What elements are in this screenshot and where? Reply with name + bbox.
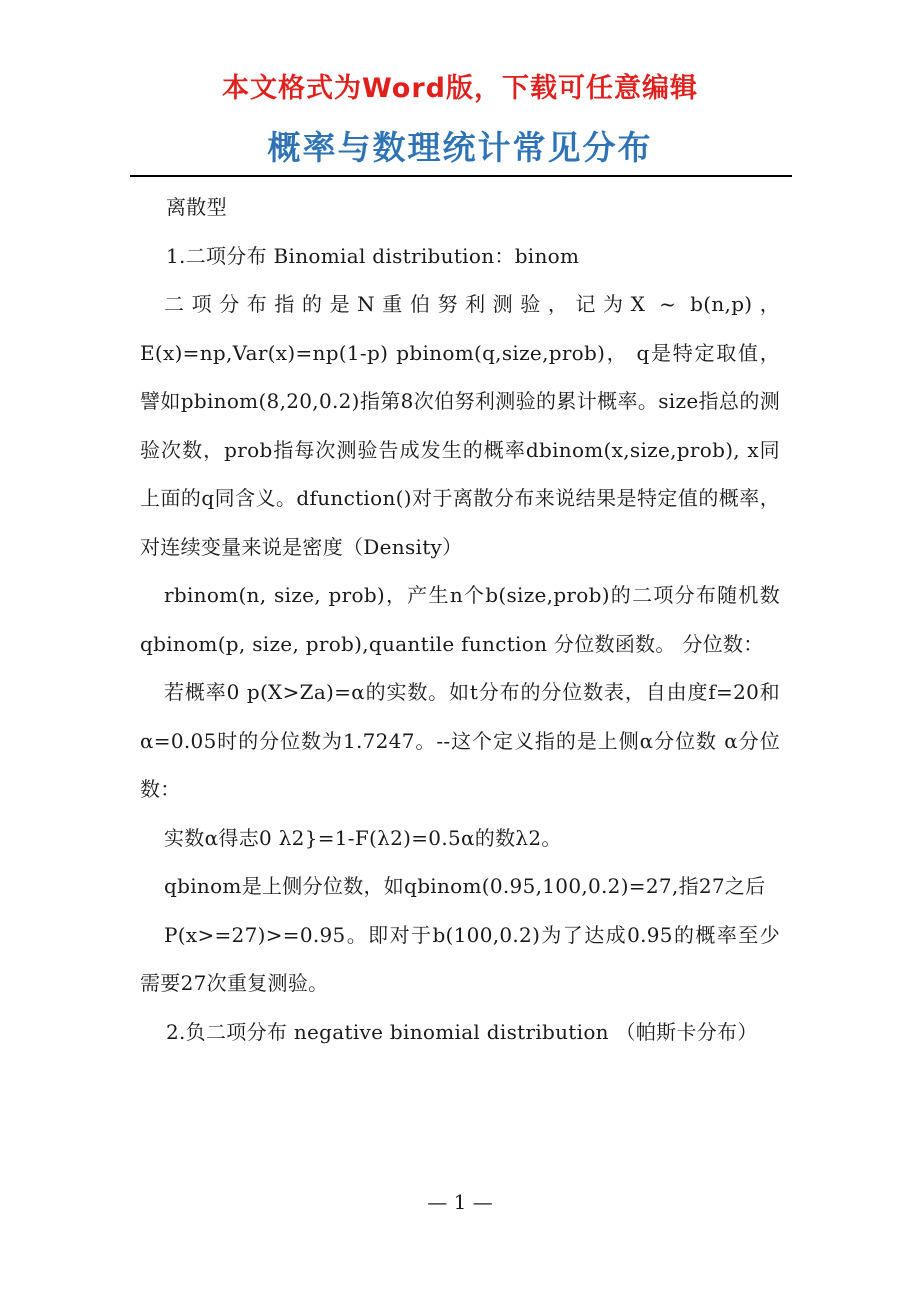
- page-number: — 1 —: [427, 1190, 493, 1214]
- paragraph-quantile-definition: 若概率0 p(X>Za)=α的实数。如t分布的分位数表，自由度f=20和α=0.05时的分位数为1.7247。--这个定义指的是上侧α分位数 α分位数：: [140, 680, 780, 801]
- paragraph-lower-quantile: 实数α得志0 λ2}=1-F(λ2)=0.5α的数λ2。: [164, 825, 562, 850]
- section-heading-discrete: 离散型: [166, 195, 227, 219]
- paragraph-qbinom: qbinom是上侧分位数，如qbinom(0.95,100,0.2)=27,指27之后: [164, 874, 766, 898]
- subheading-binomial: 1.二项分布 Binomial distribution：binom: [166, 243, 580, 268]
- title-divider: [130, 175, 792, 177]
- paragraph-qbinom-explanation: P(x>=27)>=0.95。即对于b(100,0.2)为了达成0.95的概率至少需要27次重复测验。: [140, 922, 780, 995]
- paragraph-binomial-definition: 二项分布指的是N重伯努利测验，记为X ~ b(n,p)，E(x)=np,Var(x)=np(1-p) pbinom(q,size,prob)， q是特定取值，譬如pbinom(8,20,0.2)指第8次伯努利测验的累计概率。size指总的测验次数，prob指每次测验告成发生的概率dbinom(x,size,prob), x同上面的q同含义。dfunction()对于离散分布来说结果是特定值的概率，对连续变量来说是密度（Density）: [140, 292, 780, 559]
- document-body: [140, 183, 780, 1056]
- paragraph-rbinom: rbinom(n, size, prob)，产生n个b(size,prob)的二项分布随机数 qbinom(p, size, prob),quantile function 分位数函数。 分位数：: [140, 583, 780, 656]
- page-title: 概率与数理统计常见分布: [267, 128, 653, 167]
- download-banner: 本文格式为Word版，下载可任意编辑: [221, 73, 698, 104]
- subheading-negative-binomial: 2.负二项分布 negative binomial distribution （帕斯卡分布）: [166, 1019, 758, 1044]
